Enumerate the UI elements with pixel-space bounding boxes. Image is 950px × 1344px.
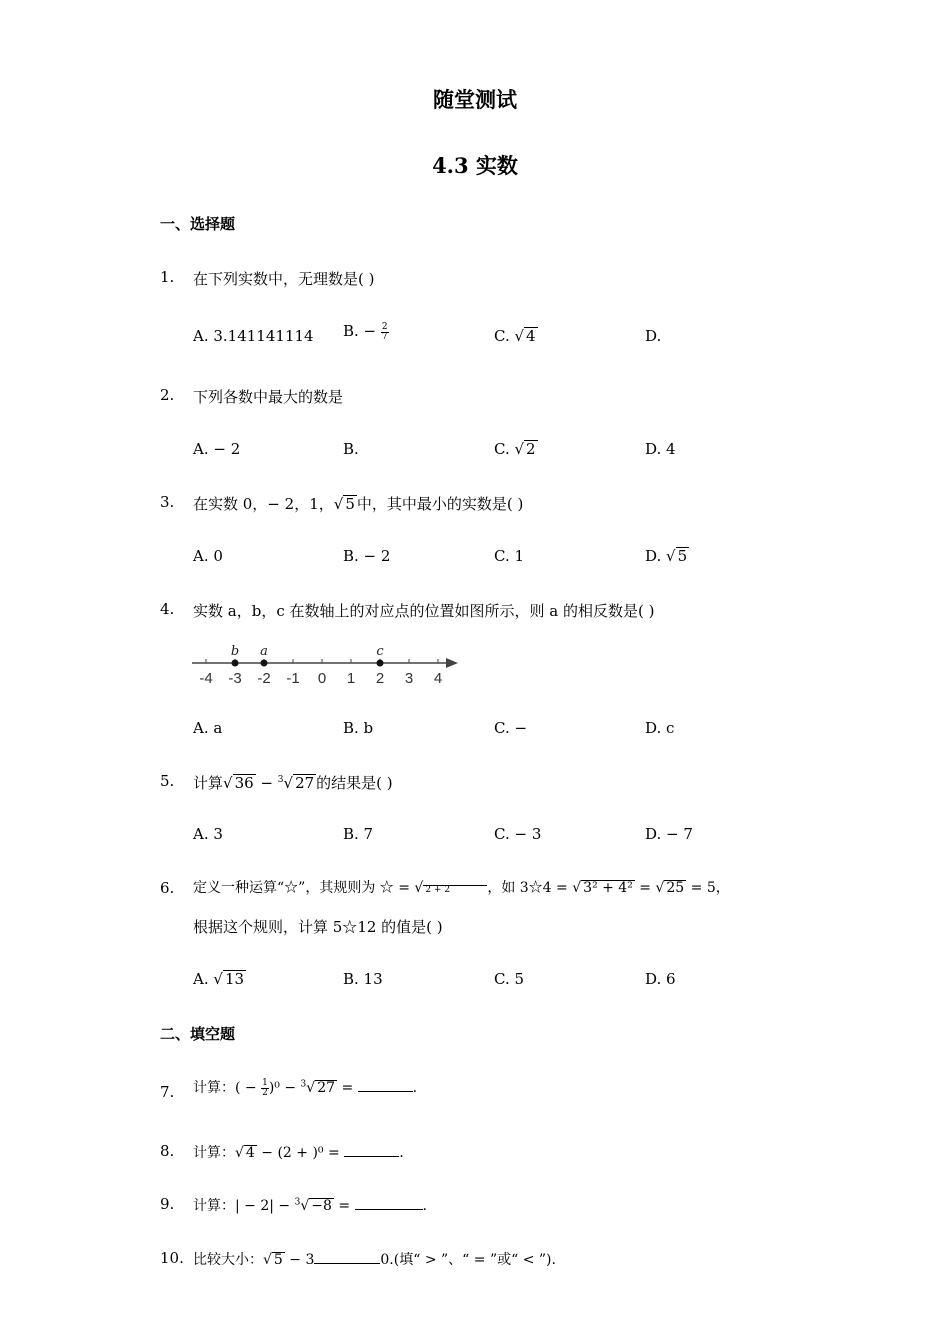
expression-mid: − 3 [284, 1252, 315, 1268]
root-index: 3 [277, 775, 284, 785]
option-label: C. [494, 327, 515, 345]
option-c: C. 1 [494, 547, 525, 565]
question-text: 实数 a，b，c 在数轴上的对应点的位置如图所示，则 a 的相反数是( ) [193, 602, 655, 620]
radicand: 5 [345, 495, 355, 513]
option-label: B. − [343, 322, 377, 340]
option-d: D. 4 [645, 440, 676, 458]
option-a: A. 3 [193, 825, 223, 843]
radicand: 5 [677, 547, 688, 565]
answer-blank[interactable] [314, 1249, 380, 1264]
example-prefix: ，如 3☆4 = [487, 880, 573, 896]
option-d: D. √ 5 [645, 547, 688, 565]
expression-start: 计算：| − 2| − [193, 1198, 295, 1214]
number-line-tick-label: -1 [286, 670, 300, 687]
radicand: 5 [273, 1252, 283, 1268]
fraction [381, 323, 389, 342]
radicand: −8 [311, 1198, 332, 1214]
instruction: 0.(填“ > ”、“ = ”或“ < ”). [380, 1252, 556, 1268]
number-line-point-label: c [376, 644, 384, 659]
expression-start: 计算：( − [193, 1080, 262, 1096]
period: . [399, 1145, 404, 1161]
question-number: 5. [160, 772, 175, 790]
number-line-tick-label: 2 [375, 670, 385, 687]
question-text-line2: 根据这个规则，计算 5☆12 的值是( ) [193, 918, 443, 936]
option-b: B. b [343, 719, 374, 737]
equals-sign: = [634, 880, 656, 896]
expression-start: 比较大小： [193, 1252, 263, 1268]
fraction [261, 1079, 269, 1098]
option-d: D. 6 [645, 970, 676, 988]
question-text: 在下列实数中，无理数是( ) [193, 270, 375, 288]
answer-blank[interactable] [358, 1077, 413, 1092]
radicand: 3² + 4² [583, 880, 633, 896]
fraction-numerator: 2 [381, 321, 388, 332]
question-number: 6. [160, 879, 175, 897]
option-a: A. 3.141141114 [193, 327, 314, 345]
number-line-figure [188, 640, 463, 690]
fraction-denominator: 2 [262, 1087, 268, 1098]
number-line-tick-label: -2 [257, 670, 271, 687]
option-a: A. √ 13 [193, 970, 245, 988]
number-line-tick-label: -3 [228, 670, 242, 687]
number-line-point [261, 660, 268, 667]
expression-mid: − (2 + )⁰ = [256, 1145, 345, 1161]
period: . [422, 1198, 427, 1214]
question-text: 计算√ 36 − $^3$√ 27 的结果是( ) [193, 774, 393, 792]
period: . [412, 1080, 418, 1096]
question-text: 在实数 0，− 2，1，√ 5 中，其中最小的实数是( ) [193, 495, 524, 513]
option-d: D. c [645, 719, 675, 737]
example-result: = 5， [686, 880, 730, 896]
question-text-end: 中，其中最小的实数是( ) [356, 495, 524, 513]
question-number: 2. [160, 386, 175, 404]
root-index: 3 [294, 1197, 301, 1208]
option-a: A. a [193, 719, 223, 737]
question-text: 下列各数中最大的数是 [193, 388, 344, 406]
question-text-start: 定义一种运算“☆”，其规则为 ☆ = [193, 880, 410, 896]
section-heading-choice: 一、选择题 [160, 215, 236, 233]
radicand: 4 [526, 327, 536, 345]
option-label: C. [494, 440, 515, 458]
exponent-part: )⁰ − [268, 1080, 301, 1096]
question-text: 比较大小：√ 5 − 3 0.(填“ > ”、“ = ”或“ < ”). [193, 1249, 556, 1269]
option-c: C. √ 4 [494, 327, 536, 345]
option-a: A. − 2 [193, 440, 241, 458]
number-line-arrow [446, 658, 458, 668]
radicand: 2 [526, 440, 536, 458]
radicand: 25 [666, 880, 685, 896]
option-c: C. 5 [494, 970, 525, 988]
question-text: 计算：( − $\frac{1}{2}$ )⁰ − $^3$√ 27 = . [193, 1077, 418, 1098]
equals-sign: = [337, 1080, 358, 1096]
equals-sign: = [333, 1198, 355, 1214]
option-b: B. 13 [343, 970, 383, 988]
option-b: B. − 2 [343, 547, 391, 565]
radicand: 4 [245, 1145, 255, 1161]
fraction-denominator: 7 [381, 331, 388, 342]
question-number: 7. [160, 1083, 175, 1101]
radicand: 13 [224, 970, 245, 988]
section-heading-fill: 二、填空题 [160, 1025, 236, 1043]
option-a: A. 0 [193, 547, 223, 565]
page-subtitle: 4.3 实数 [432, 153, 518, 178]
number-line-tick-label: -4 [199, 670, 213, 687]
question-number: 1. [160, 268, 175, 286]
number-line-tick-label: 4 [433, 670, 443, 687]
question-text-start: 计算 [193, 774, 224, 792]
radicand: 27 [295, 774, 315, 792]
question-number: 10. [160, 1249, 184, 1267]
question-text-end: 的结果是( ) [316, 774, 393, 792]
number-line-tick-label: 3 [404, 670, 414, 687]
question-number: 4. [160, 600, 175, 618]
question-number: 9. [160, 1195, 175, 1213]
question-text-start: 在实数 0，− 2，1， [193, 495, 334, 513]
question-text: 计算：√ 4 − (2 + )⁰ = . [193, 1142, 404, 1162]
option-b: B. [343, 440, 359, 458]
minus-sign: − [255, 774, 278, 792]
root-index: 3 [300, 1079, 307, 1090]
option-b: B. 7 [343, 825, 374, 843]
question-text-line1: 定义一种运算“☆”，其规则为 ☆ = √2 + 2 ，如 3☆4 = √ 3² + 4² = √ 25 = 5， [193, 880, 730, 896]
number-line-tick-label: 0 [317, 670, 327, 687]
answer-blank[interactable] [344, 1142, 399, 1157]
option-c: C. √ 2 [494, 440, 536, 458]
option-d: D. [645, 327, 662, 345]
question-number: 8. [160, 1142, 175, 1160]
question-number: 3. [160, 493, 175, 511]
option-c: C. − [494, 719, 528, 737]
number-line-point [232, 660, 239, 667]
option-label: A. [193, 970, 214, 988]
number-line-point [377, 660, 384, 667]
page-title: 随堂测试 [433, 87, 517, 112]
fraction-numerator: 1 [262, 1077, 268, 1088]
radicand: 2 + 2 [423, 885, 487, 896]
option-b [343, 322, 389, 342]
number-line-point-label: b [230, 644, 240, 659]
radicand: 27 [317, 1080, 336, 1096]
answer-blank[interactable] [355, 1195, 423, 1210]
radicand: 36 [234, 774, 254, 792]
number-line-tick-label: 1 [346, 670, 356, 687]
number-line-point-label: a [260, 644, 268, 659]
expression-start: 计算： [193, 1145, 235, 1161]
option-c: C. − 3 [494, 825, 542, 843]
question-text: 计算：| − 2| − $^3$√ −8 = . [193, 1195, 427, 1215]
option-label: D. [645, 547, 667, 565]
option-d: D. − 7 [645, 825, 693, 843]
